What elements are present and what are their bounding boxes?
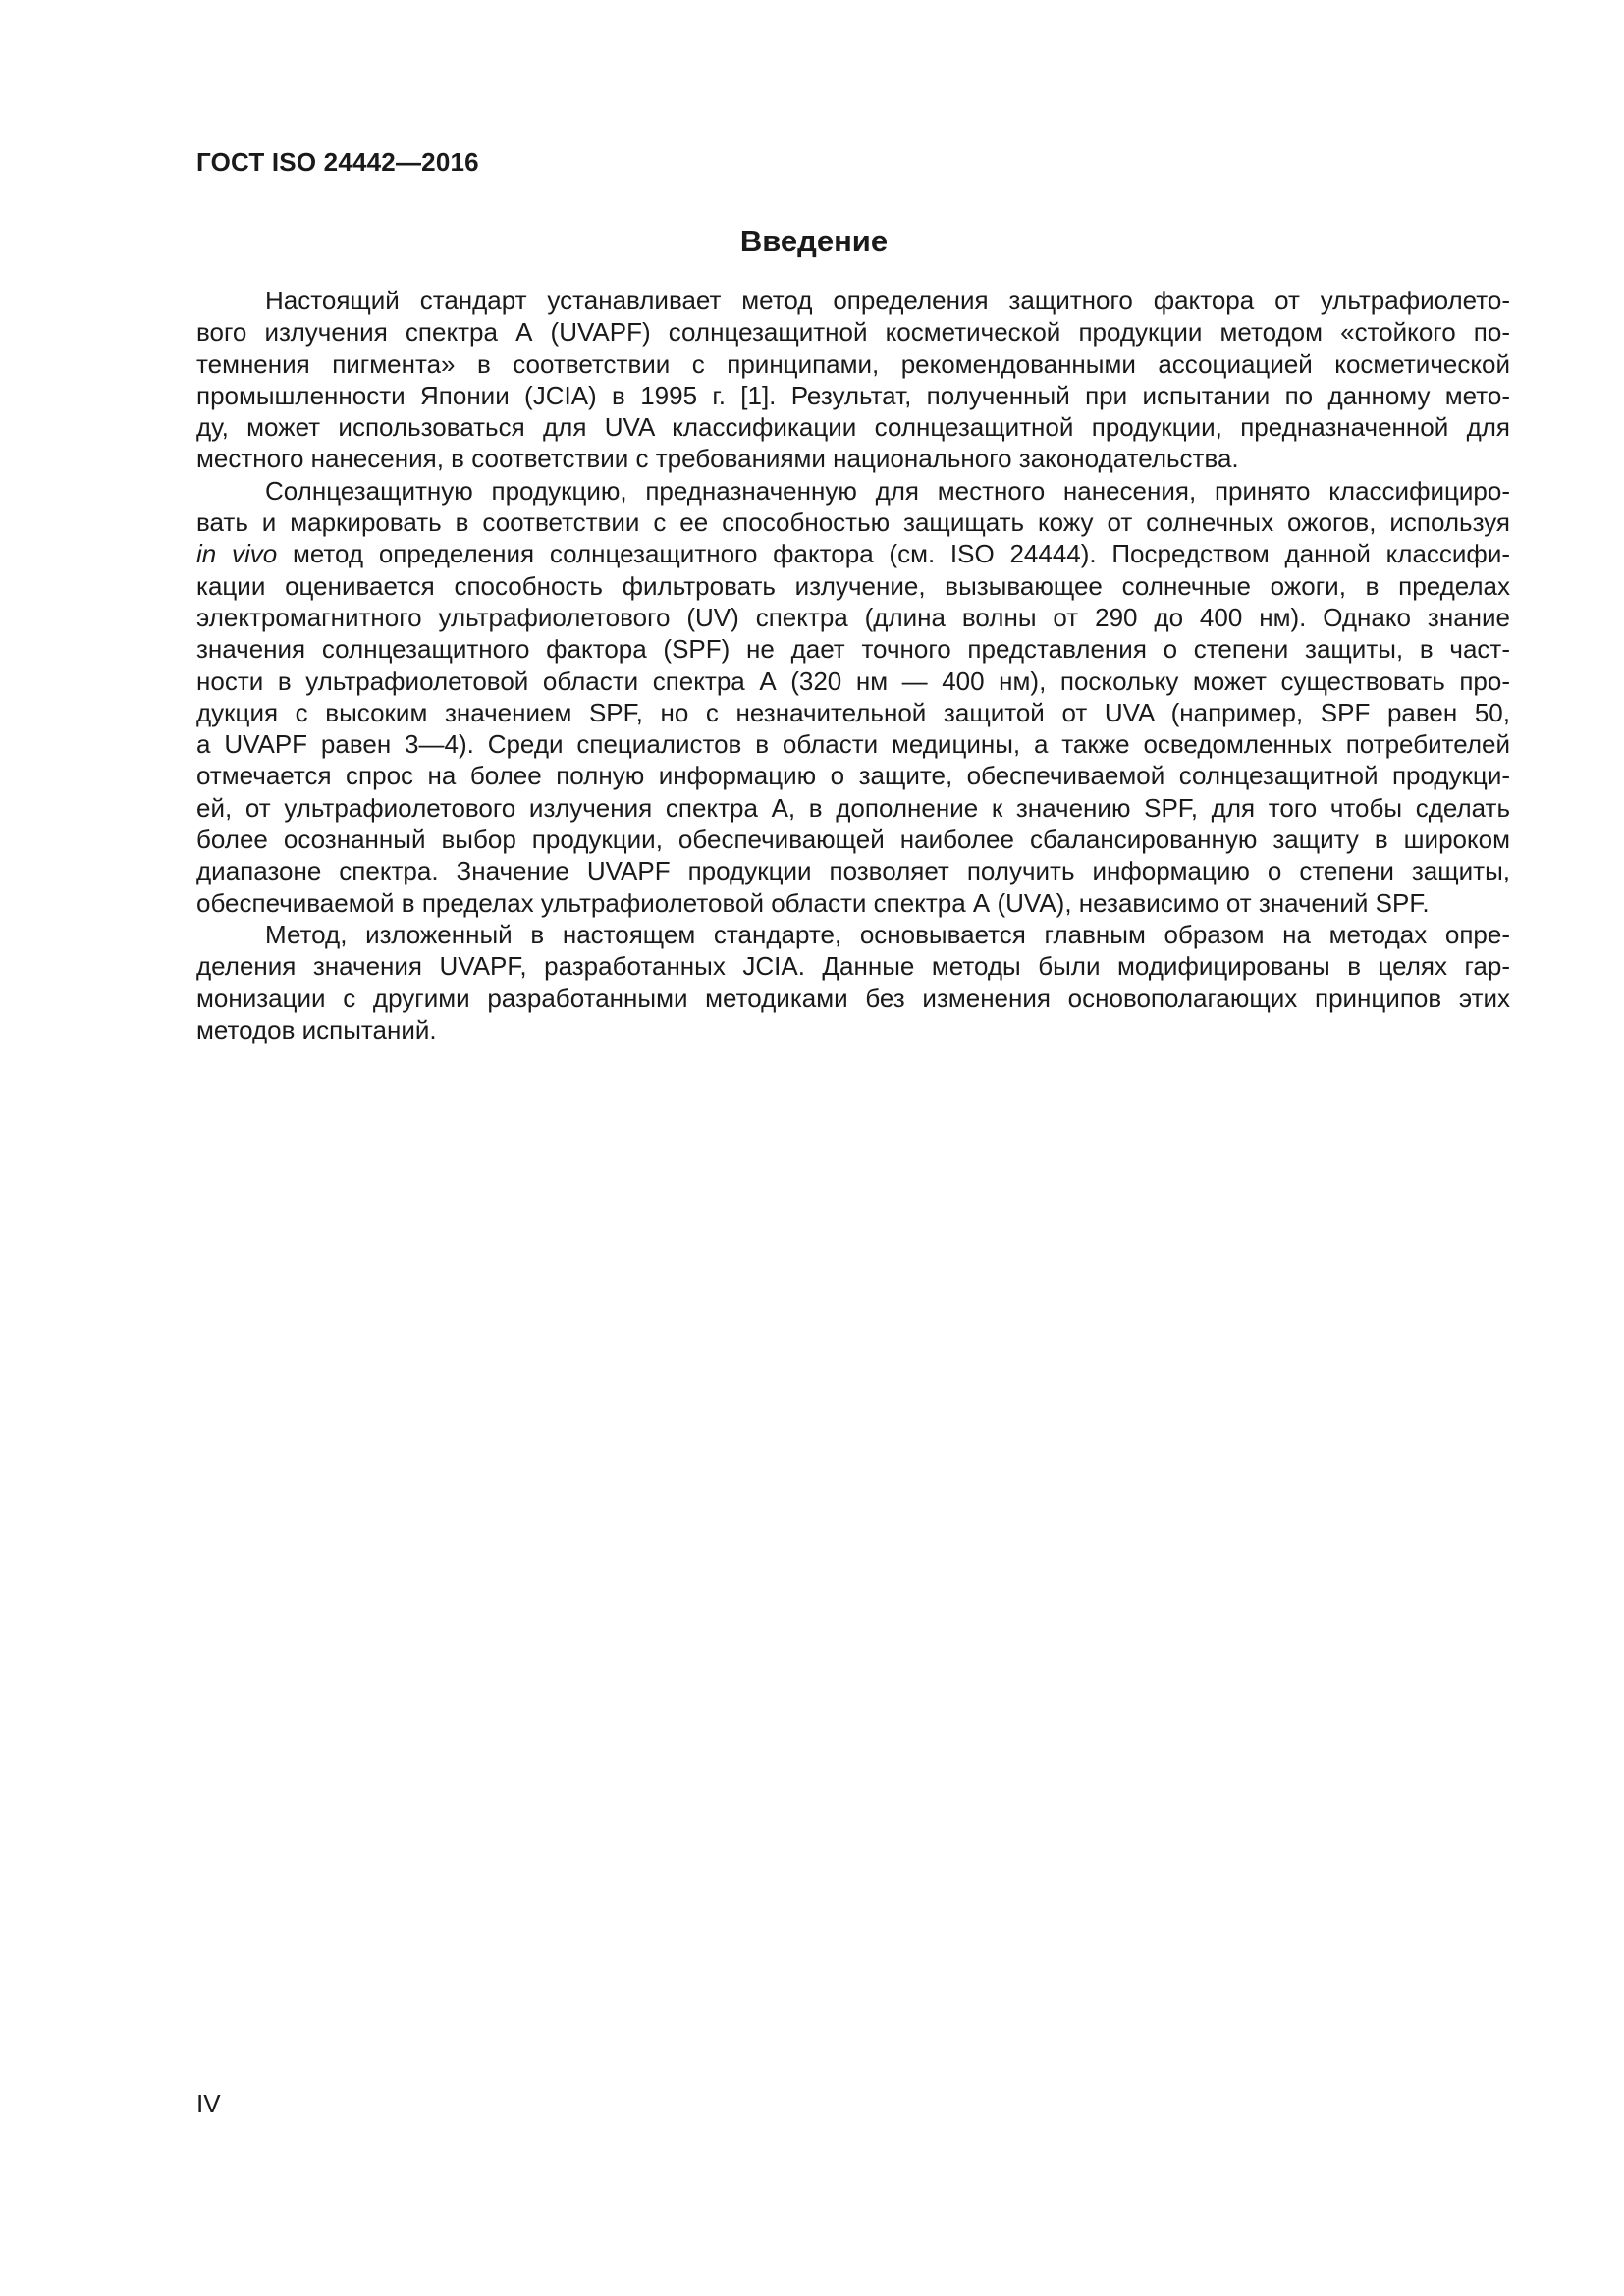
document-code: ГОСТ ISO 24442—2016 — [196, 147, 479, 177]
text-line: кации оценивается способность фильтровать излучение, вызывающее солнечные ожоги, в пределах — [196, 570, 1510, 601]
text-line: более осознанный выбор продукции, обеспечивающей наиболее сбалансированную защиту в широком — [196, 825, 1510, 855]
body-text — [196, 285, 1510, 1045]
text-line: ду, может использоваться для UVA классификации солнцезащитной продукции, предназначенной для — [196, 412, 1510, 443]
text-line: диапазоне спектра. Значение UVAPF продукции позволяет получить информацию о степени защиты, — [196, 856, 1510, 886]
text-line: местного нанесения, в соответствии с требованиями национального законодательства. — [196, 444, 1239, 474]
text-line: ей, от ультрафиолетового излучения спектра А, в дополнение к значению SPF, для того чтобы сделать — [196, 792, 1510, 823]
paragraph-3 — [196, 919, 1510, 1045]
text-line: обеспечиваемой в пределах ультрафиолетовой области спектра А (UVA), независимо от значений SPF. — [196, 887, 1430, 918]
text-line: Настоящий стандарт устанавливает метод определения защитного фактора от ультрафиолето- — [265, 286, 1510, 315]
paragraph-1 — [196, 285, 1510, 475]
text-line: Солнцезащитную продукцию, предназначенную для местного нанесения, принято классифициро- — [265, 475, 1510, 506]
text-line: деления значения UVAPF, разработанных JCIA. Данные методы были модифицированы в целях гар- — [196, 951, 1510, 982]
text-line: электромагнитного ультрафиолетового (UV) спектра (длина волны от 290 до 400 нм). Однако знание — [196, 602, 1510, 632]
italic-term: in vivo — [196, 539, 278, 569]
text-line: ности в ультрафиолетовой области спектра А (320 нм — 400 нм), поскольку может существовать про- — [196, 666, 1510, 696]
text-line: а UVAPF равен 3—4). Среди специалистов в области медицины, а также осведомленных потребителей — [196, 729, 1510, 760]
text-line: дукция с высоким значением SPF, но с незначительной защитой от UVA (например, SPF равен 50, — [196, 697, 1510, 727]
text-line: Метод, изложенный в настоящем стандарте, основывается главным образом на методах опре- — [265, 919, 1510, 949]
text-line: монизации с другими разработанными методиками без изменения основополагающих принципов этих — [196, 983, 1510, 1013]
text-line: значения солнцезащитного фактора (SPF) не дает точного представления о степени защиты, в част- — [196, 634, 1510, 665]
text-line — [196, 538, 1510, 569]
text-line: методов испытаний. — [196, 1014, 437, 1044]
text-line: промышленности Японии (JCIA) в 1995 г. [1]. Результат, полученный при испытании по данному мето- — [196, 380, 1510, 410]
text-fragment: метод определения солнцезащитного фактора (см. ISO 24444). Посредством данной классифи- — [277, 539, 1510, 569]
text-line: отмечается спрос на более полную информацию о защите, обеспечиваемой солнцезащитной продукци- — [196, 761, 1510, 791]
section-title: Введение — [739, 224, 889, 258]
text-line: темнения пигмента» в соответствии с принципами, рекомендованными ассоциацией косметической — [196, 348, 1510, 379]
text-line: вать и маркировать в соответствии с ее способностью защищать кожу от солнечных ожогов, используя — [196, 507, 1510, 538]
paragraph-2 — [196, 475, 1510, 919]
text-line: вого излучения спектра А (UVAPF) солнцезащитной косметической продукции методом «стойкого по- — [196, 317, 1510, 347]
page-number: IV — [196, 2089, 221, 2118]
